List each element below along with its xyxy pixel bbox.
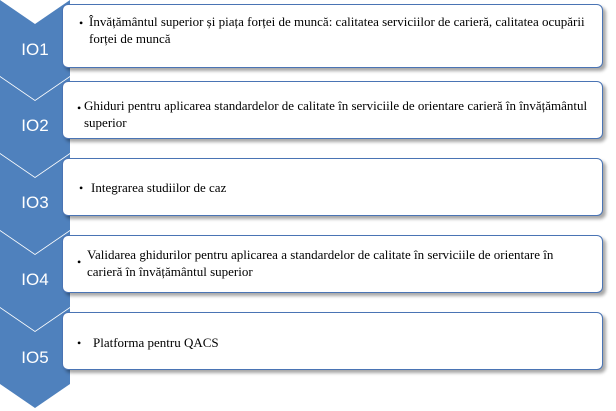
item-text: Platforma pentru QACS	[93, 335, 219, 350]
bullet-icon: •	[77, 101, 82, 115]
item-box	[62, 4, 603, 68]
item-box	[62, 81, 603, 139]
bullet-icon: •	[79, 16, 84, 30]
item-box	[62, 158, 603, 216]
item-text: Învățământul superior și piața forței de muncă: calitatea serviciilor de carieră, calitatea ocupării forței de muncă	[89, 14, 585, 46]
chevron-label: IO5	[21, 348, 49, 367]
item-box	[62, 312, 603, 370]
chevron-label: IO3	[21, 193, 49, 212]
chevron-label: IO1	[21, 40, 49, 59]
bullet-icon: •	[77, 336, 82, 350]
item-text: Integrarea studiilor de caz	[91, 180, 227, 195]
bullet-icon: •	[79, 181, 84, 195]
item-text: Validarea ghidurilor pentru aplicarea a standardelor de calitate în serviciile de orientare în carieră în învățământul superior	[87, 247, 554, 279]
chevron-label: IO4	[21, 270, 49, 289]
item-box	[62, 235, 603, 293]
chevron-label: IO2	[21, 116, 49, 135]
bullet-icon: •	[77, 255, 82, 269]
item-text: Ghiduri pentru aplicarea standardelor de calitate în serviciile de orientare carieră în învățământul superior	[84, 98, 588, 130]
